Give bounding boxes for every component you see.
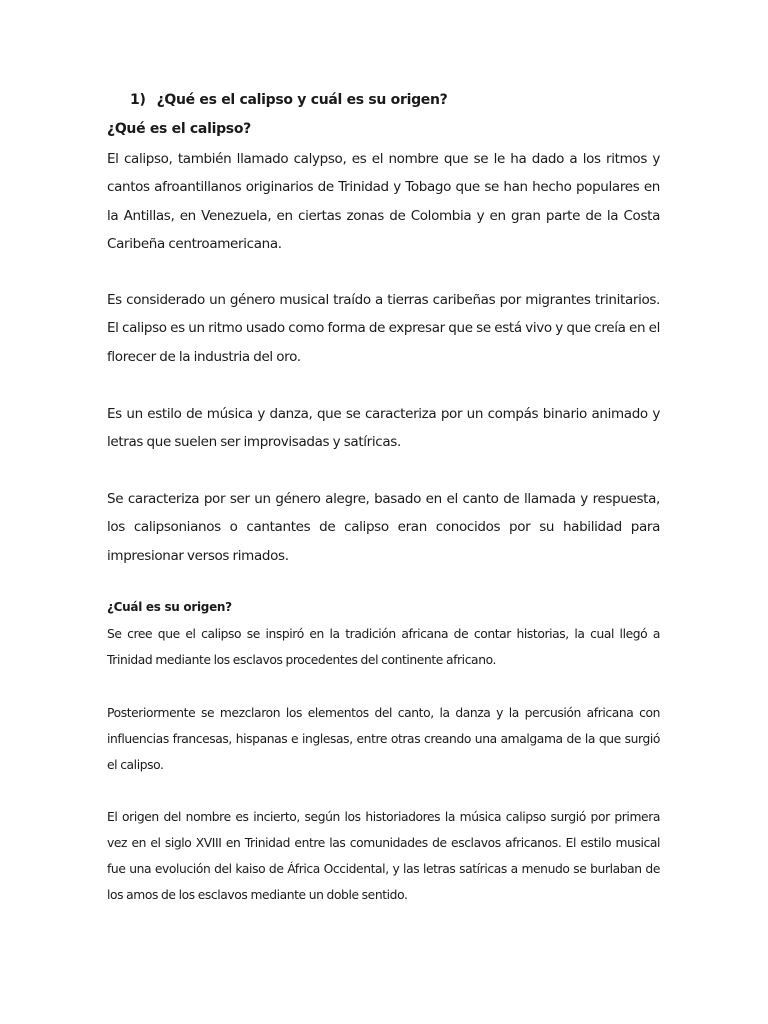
paragraph-origin-1: Se cree que el calipso se inspiró en la tradición africana de contar historias, la cual llegó a Trinidad mediante los esclavos procedentes del continente africano.	[107, 627, 660, 667]
section-heading-origin: ¿Cuál es su origen?	[107, 600, 232, 614]
question-number: 1)	[130, 92, 146, 108]
paragraph-what-2: Es considerado un género musical traído a tierras caribeñas por migrantes trinitarios. El calipso es un ritmo usado como forma de expresar que se está vivo y que creía en el florecer de la industria del oro.	[107, 292, 660, 365]
section-heading-what: ¿Qué es el calipso?	[107, 121, 251, 137]
paragraph-what-1: El calipso, también llamado calypso, es el nombre que se le ha dado a los ritmos y cantos afroantillanos originarios de Trinidad y Tobago que se han hecho populares en la Antillas, en Venezuela, en ciertas zonas de Colombia y en gran parte de la Costa Caribeña centroamericana.	[107, 151, 660, 253]
paragraph-origin-3: El origen del nombre es incierto, según los historiadores la música calipso surgió por primera vez en el siglo XVIII en Trinidad entre las comunidades de esclavos africanos. El estilo musical fue una evolución del kaiso de África Occidental, y las letras satíricas a menudo se burlaban de los amos de los esclavos mediante un doble sentido.	[107, 810, 660, 902]
paragraph-what-4: Se caracteriza por ser un género alegre, basado en el canto de llamada y respuesta, los calipsonianos o cantantes de calipso eran conocidos por su habilidad para impresionar versos rimados.	[107, 491, 660, 564]
question-heading-text: ¿Qué es el calipso y cuál es su origen?	[156, 92, 448, 108]
question-heading	[130, 92, 448, 108]
paragraph-what-3: Es un estilo de música y danza, que se caracteriza por un compás binario animado y letras que suelen ser improvisadas y satíricas.	[107, 406, 660, 451]
paragraph-origin-2: Posteriormente se mezclaron los elementos del canto, la danza y la percusión africana con influencias francesas, hispanas e inglesas, entre otras creando una amalgama de la que surgió el calipso.	[107, 706, 660, 772]
